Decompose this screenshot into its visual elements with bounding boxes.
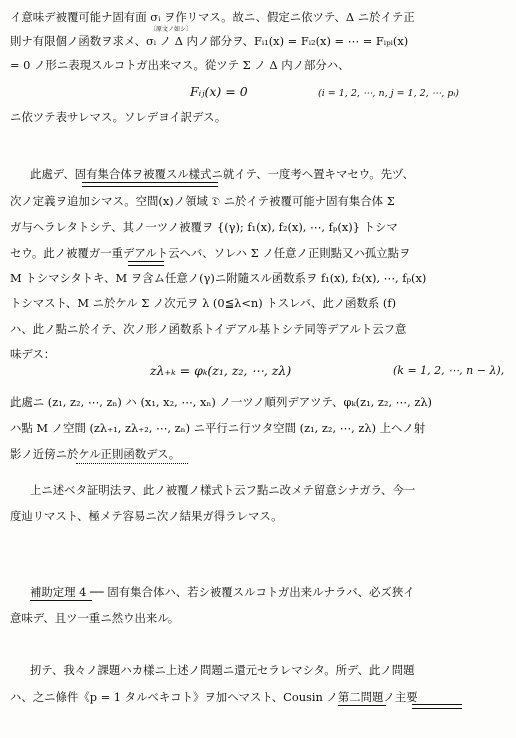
text-line: 影ノ近傍ニ於ケル正則函数デス。 (10, 447, 181, 461)
text-line: 此處デ、固有集合体ヲ被覆スル樣式ニ就イテ、一度考ヘ置キマセウ。先ヅ、 (30, 167, 414, 181)
text-line: トシマスト、M ニ於ケル Σ ノ次元ヲ λ (0≦λ<n) トスレバ、此ノ函数系 (f) (10, 296, 397, 310)
text-line: 次ノ定義ヲ追加シマス。空間(x)ノ領域 𝔇 ニ於イテ被覆可能ナ固有集合体 Σ (10, 194, 395, 208)
text-line: イ意味デ被覆可能ナ固有面 σᵢ ヲ作リマス。故ニ、假定ニ依ツテ、Δ ニ於イテ正 (10, 10, 415, 24)
text-line: ハ、之ニ條件《p = 1 タルベキコト》ヲ加ヘマスト、Cousin ノ第二問題ノ主要 (10, 690, 418, 704)
underline (338, 705, 386, 706)
text-line: ニ依ツテ表サレマス。ソレデヨイ訳デス。 (10, 110, 227, 124)
text-line: ハ點 M ノ空間 (zλ₊₁, zλ₊₂, ⋯, zₙ) ニ平行ニ行ツタ空間 (z₁, z₂, ⋯, zλ) 上ヘノ射 (10, 421, 426, 435)
underline (412, 704, 462, 709)
underline (82, 182, 218, 187)
equation-1: Fᵢⱼ(x) = 0 (190, 84, 248, 99)
equation-2: zλ₊ₖ = φₖ(z₁, z₂, ⋯, zλ) (150, 363, 292, 378)
text-line: 此處ニ (z₁, z₂, ⋯, zₙ) ハ (x₁, x₂, ⋯, xₙ) ノ一ツノ順列デアツテ、φₖ(z₁, z₂, ⋯, zλ) (10, 395, 432, 409)
underline (30, 600, 92, 601)
text-line: 意味デ、且ツ一重ニ然ウ出来ル。 (10, 611, 180, 625)
text-line: 則ナ有限個ノ函数ヲ求メ、σᵢ ノ Δ 内ノ部分ヲ、Fᵢ₁(x) = Fᵢ₂(x) = ⋯ = Fᵢₚᵢ(x) (10, 34, 409, 48)
underline (128, 261, 164, 266)
lemma-heading: 補助定理 4 ── 固有集合体ハ、若シ被覆スルコトガ出来ルナラバ、必ズ狹イ (30, 585, 415, 599)
text-line: セウ。此ノ被覆ガ一重デアルト云ヘバ、ソレハ Σ ノ任意ノ正則點又ハ孤立點ヲ (10, 246, 411, 260)
text-line: 上ニ述ベタ証明法ヲ、此ノ被覆ノ樣式ト云フ點ニ改メテ留意シナガラ、今一 (30, 483, 416, 497)
equation-1-range: (i = 1, 2, ⋯, n, j = 1, 2, ⋯, pᵢ) (318, 88, 459, 99)
text-line: 味デス： (10, 347, 56, 361)
equation-2-range: (k = 1, 2, ⋯, n − λ), (393, 364, 505, 377)
margin-note: 〔原文ノ如シ〕 (150, 26, 193, 33)
text-line: ハ、此ノ點ニ於イテ、次ノ形ノ函数系トイデアル基トシテ同等デアルト云フ意 (10, 322, 407, 336)
text-line: M トシマシタトキ、M ヲ含ム任意ノ(γ)ニ附隨スル函数系ヲ f₁(x), f₂(x), ⋯, fₚ(x) (10, 271, 427, 285)
text-line: = 0 ノ形ニ表現スルコトガ出来マス。從ツテ Σ ノ Δ 内ノ部分ハ、 (10, 58, 350, 72)
underline (76, 461, 188, 464)
text-line: ガ与ヘラレタトシテ、其ノ一ツノ被覆ヲ {(γ); f₁(x), f₂(x), ⋯, fₚ(x)} トシマ (10, 220, 398, 234)
text-line: 度辿リマスト、極メテ容易ニ次ノ結果ガ得ラレマス。 (10, 509, 283, 523)
text-line: 扨テ、我々ノ課題ハカ樣ニ上述ノ問題ニ還元セラレマシタ。所デ、此ノ問題 (30, 663, 415, 677)
